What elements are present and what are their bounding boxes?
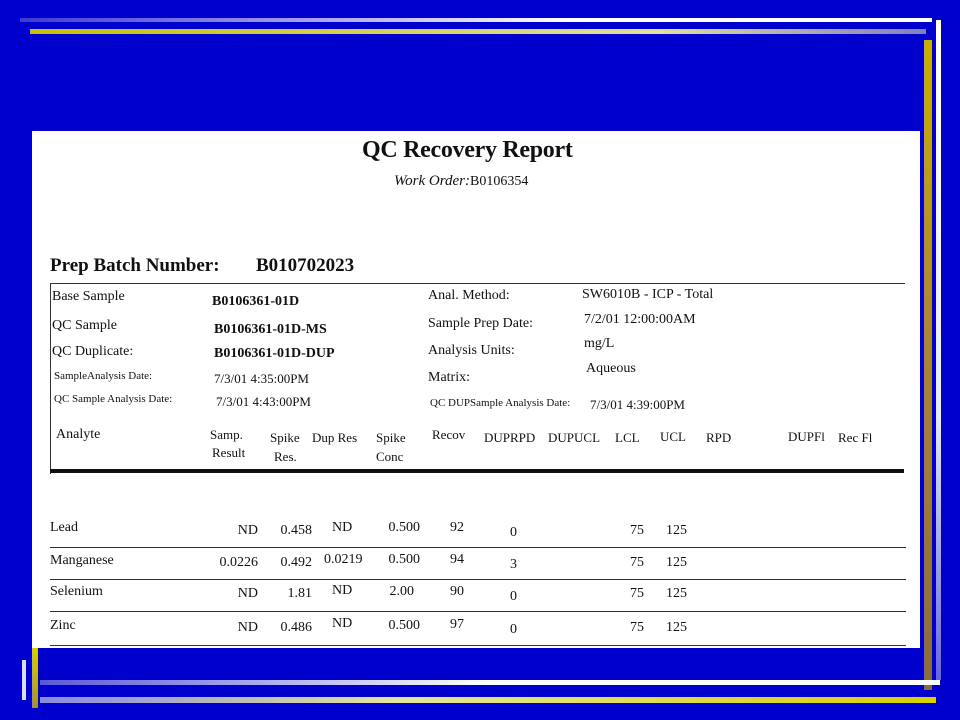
report-page <box>32 131 920 648</box>
spike-res-cell: 0.492 <box>280 555 312 570</box>
row-divider <box>50 547 906 548</box>
qc-dup-date-value: 7/3/01 4:39:00PM <box>590 397 685 412</box>
top-white-stripe <box>20 18 932 22</box>
duprpd-cell: 0 <box>510 589 517 604</box>
samp-result-cell: ND <box>237 523 258 538</box>
bottom-white-stripe <box>40 680 940 685</box>
recov-cell: 94 <box>450 552 464 567</box>
ucl-cell: 125 <box>666 523 687 538</box>
header-lcl: LCL <box>615 430 640 445</box>
anal-method-value: SW6010B - ICP - Total <box>582 287 714 302</box>
header-duprpd: DUPRPD <box>484 430 536 445</box>
qc-dup-date-label: QC DUPSample Analysis Date: <box>430 397 571 409</box>
analyte-cell: Manganese <box>50 553 114 568</box>
ucl-cell: 125 <box>666 555 687 570</box>
work-order-value: B0106354 <box>470 174 529 189</box>
right-gold-stripe <box>924 40 932 690</box>
row-divider <box>50 645 906 646</box>
recov-cell: 90 <box>450 584 464 599</box>
qc-sample-value: B0106361-01D-MS <box>214 322 327 337</box>
recov-cell: 97 <box>450 617 464 632</box>
qc-sample-analysis-date-label: QC Sample Analysis Date: <box>54 393 173 405</box>
spike-res-cell: 1.81 <box>287 586 312 601</box>
analyte-cell: Zinc <box>50 618 76 633</box>
samp-result-cell: ND <box>237 586 258 601</box>
lcl-cell: 75 <box>630 523 644 538</box>
anal-method-label: Anal. Method: <box>428 288 510 303</box>
analyte-cell: Lead <box>50 520 78 535</box>
header-spike-res-line2: Res. <box>274 449 297 464</box>
header-dupucl: DUPUCL <box>548 430 601 445</box>
base-sample-value: B0106361-01D <box>212 294 300 309</box>
samp-result-cell: 0.0226 <box>219 555 258 570</box>
qc-sample-label: QC Sample <box>52 318 117 333</box>
header-spike-res-line1: Spike <box>270 430 300 445</box>
sample-prep-date-label: Sample Prep Date: <box>428 316 533 331</box>
prep-batch-value: B010702023 <box>256 255 355 276</box>
dup-res-cell: ND <box>332 583 353 598</box>
report-title: QC Recovery Report <box>362 137 573 163</box>
lcl-cell: 75 <box>630 555 644 570</box>
dup-res-cell: ND <box>332 520 353 535</box>
qc-duplicate-label: QC Duplicate: <box>52 344 134 359</box>
header-dup-res: Dup Res <box>312 430 358 445</box>
bottom-gold-stripe <box>40 697 936 703</box>
dup-res-cell: 0.0219 <box>324 552 363 567</box>
spike-res-cell: 0.458 <box>280 523 312 538</box>
lcl-cell: 75 <box>630 620 644 635</box>
header-dupfl: DUPFl <box>788 429 825 444</box>
header-samp-line2: Result <box>212 445 246 460</box>
header-ucl: UCL <box>660 429 686 444</box>
work-order-label: Work Order: <box>394 173 470 189</box>
samp-result-cell: ND <box>237 620 258 635</box>
sample-prep-date-value: 7/2/01 12:00:00AM <box>584 312 696 327</box>
header-analyte: Analyte <box>56 427 101 442</box>
spike-conc-cell: 2.00 <box>389 584 414 599</box>
matrix-label: Matrix: <box>428 370 470 385</box>
row-divider <box>50 611 906 612</box>
qc-sample-analysis-date-value: 7/3/01 4:43:00PM <box>216 394 311 409</box>
ucl-cell: 125 <box>666 620 687 635</box>
sample-analysis-date-value: 7/3/01 4:35:00PM <box>214 371 309 386</box>
duprpd-cell: 0 <box>510 525 517 540</box>
header-recov: Recov <box>432 427 466 442</box>
sample-analysis-date-label: SampleAnalysis Date: <box>54 370 153 382</box>
recov-cell: 92 <box>450 520 464 535</box>
spike-conc-cell: 0.500 <box>388 618 420 633</box>
row-divider <box>50 579 906 580</box>
analysis-units-value: mg/L <box>584 336 615 351</box>
ucl-cell: 125 <box>666 586 687 601</box>
duprpd-cell: 0 <box>510 622 517 637</box>
header-rpd: RPD <box>706 430 732 445</box>
base-sample-label: Base Sample <box>52 289 125 304</box>
prep-batch-label: Prep Batch Number: <box>50 255 220 276</box>
lcl-cell: 75 <box>630 586 644 601</box>
left-white-stripe <box>22 660 26 700</box>
dup-res-cell: ND <box>332 616 353 631</box>
qc-duplicate-value: B0106361-01D-DUP <box>214 346 335 361</box>
header-samp-line1: Samp. <box>210 427 243 442</box>
spike-conc-cell: 0.500 <box>388 520 420 535</box>
right-white-stripe <box>936 20 941 680</box>
matrix-value: Aqueous <box>586 361 636 376</box>
top-gold-stripe <box>30 29 926 34</box>
header-spike-conc-line1: Spike <box>376 430 406 445</box>
header-rule <box>50 469 904 473</box>
analysis-units-label: Analysis Units: <box>428 343 515 358</box>
header-recfl: Rec Fl <box>838 430 873 445</box>
duprpd-cell: 3 <box>510 557 517 572</box>
spike-conc-cell: 0.500 <box>388 552 420 567</box>
spike-res-cell: 0.486 <box>280 620 312 635</box>
analyte-cell: Selenium <box>50 584 103 599</box>
info-box <box>50 283 905 474</box>
header-spike-conc-line2: Conc <box>376 449 404 464</box>
left-gold-stripe <box>32 648 38 708</box>
